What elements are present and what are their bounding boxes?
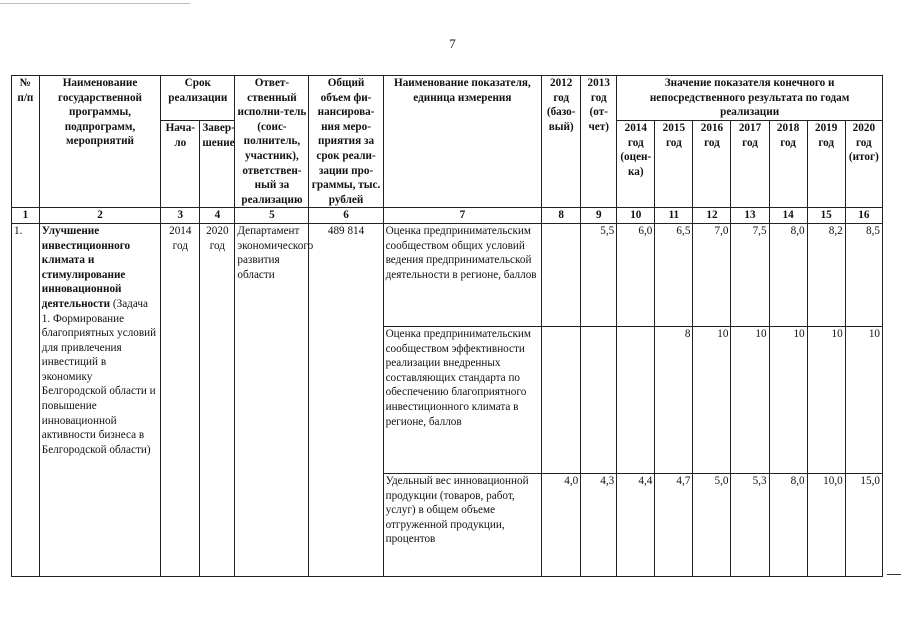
header-2013: 2013 год (от-чет) (581, 76, 617, 208)
column-number: 9 (581, 208, 617, 224)
value-cell: 6,5 (655, 223, 693, 326)
column-number-row (12, 208, 883, 224)
value-cell: 4,3 (581, 473, 617, 576)
header-volume: Общий объем фи-нансирова-ния меро-приятия за срок реали-зации про-граммы, тыс. рублей (309, 76, 383, 208)
value-cell: 8,0 (769, 473, 807, 576)
indicator-name: Оценка предпринимательским сообществом общих условий ведения предпринимательской деятельности в регионе, баллов (383, 223, 542, 326)
value-cell (617, 326, 655, 473)
column-number: 16 (845, 208, 882, 224)
column-number: 7 (383, 208, 542, 224)
value-cell: 7,0 (693, 223, 731, 326)
value-cell: 10,0 (807, 473, 845, 576)
table-row (12, 223, 883, 326)
page-number: 7 (449, 36, 456, 51)
column-number: 1 (12, 208, 40, 224)
term-start: 2014 год (161, 223, 200, 576)
header-values-group: Значение показателя конечного и непосредственного результата по годам реализации (617, 76, 883, 121)
value-cell: 8,0 (769, 223, 807, 326)
header-responsible: Ответ-ственный исполни-тель (соис-полнитель, участник), ответствен-ный за реализацию (235, 76, 309, 208)
value-cell: 8,5 (845, 223, 882, 326)
program-name-cell (39, 223, 160, 576)
value-cell: 4,4 (617, 473, 655, 576)
column-number: 5 (235, 208, 309, 224)
header-term-start: Нача-ло (161, 121, 200, 208)
column-number: 3 (161, 208, 200, 224)
funding-volume: 489 814 (309, 223, 383, 576)
top-rule (0, 3, 190, 4)
header-2015: 2015 год (655, 121, 693, 208)
header-2018: 2018 год (769, 121, 807, 208)
value-cell: 4,7 (655, 473, 693, 576)
program-name: Улучшение инвестиционного климата и стимулирование инновационной деятельности (41, 224, 131, 310)
header-num: № п/п (12, 76, 40, 208)
value-cell: 10 (731, 326, 769, 473)
value-cell: 10 (769, 326, 807, 473)
indicator-name: Удельный вес инновационной продукции (товаров, работ, услуг) в общем объеме отгруженной продукции, процентов (383, 473, 542, 576)
column-number: 12 (693, 208, 731, 224)
value-cell: 10 (845, 326, 882, 473)
column-number: 8 (542, 208, 581, 224)
corner-mark (887, 574, 901, 575)
header-indicator: Наименование показателя, единица измерения (383, 76, 542, 208)
header-2017: 2017 год (731, 121, 769, 208)
column-number: 10 (617, 208, 655, 224)
header-2016: 2016 год (693, 121, 731, 208)
header-2012: 2012 год (базо-вый) (542, 76, 581, 208)
column-number: 13 (731, 208, 769, 224)
program-task: (Задача 1. Формирование благоприятных условий для привлечения инвестиций в экономику Белгородской области и повышение инновационной активности бизнеса в Белгородской области) (41, 297, 157, 456)
value-cell (581, 326, 617, 473)
column-number: 4 (200, 208, 235, 224)
header-2019: 2019 год (807, 121, 845, 208)
responsible: Департамент экономического развития области (235, 223, 309, 576)
value-cell: 8 (655, 326, 693, 473)
indicator-name: Оценка предпринимательским сообществом эффективности реализации внедренных составляющих стандарта по обеспечению благоприятного инвестиционного климата в регионе, баллов (383, 326, 542, 473)
value-cell: 15,0 (845, 473, 882, 576)
program-table (11, 75, 883, 577)
header-name: Наименование государственной программы, подпрограмм, мероприятий (39, 76, 160, 208)
header-term: Срок реализации (161, 76, 235, 121)
row-number: 1. (12, 223, 40, 576)
column-number: 6 (309, 208, 383, 224)
value-cell: 5,3 (731, 473, 769, 576)
header-term-end: Завер-шение (200, 121, 235, 208)
value-cell: 5,0 (693, 473, 731, 576)
value-cell: 7,5 (731, 223, 769, 326)
value-cell: 8,2 (807, 223, 845, 326)
value-cell (542, 326, 581, 473)
value-cell: 4,0 (542, 473, 581, 576)
term-end: 2020 год (200, 223, 235, 576)
column-number: 15 (807, 208, 845, 224)
value-cell (542, 223, 581, 326)
column-number: 11 (655, 208, 693, 224)
header-2014: 2014 год (оцен-ка) (617, 121, 655, 208)
value-cell: 10 (807, 326, 845, 473)
header-2020: 2020 год (итог) (845, 121, 882, 208)
column-number: 14 (769, 208, 807, 224)
value-cell: 6,0 (617, 223, 655, 326)
column-number: 2 (39, 208, 160, 224)
value-cell: 10 (693, 326, 731, 473)
value-cell: 5,5 (581, 223, 617, 326)
